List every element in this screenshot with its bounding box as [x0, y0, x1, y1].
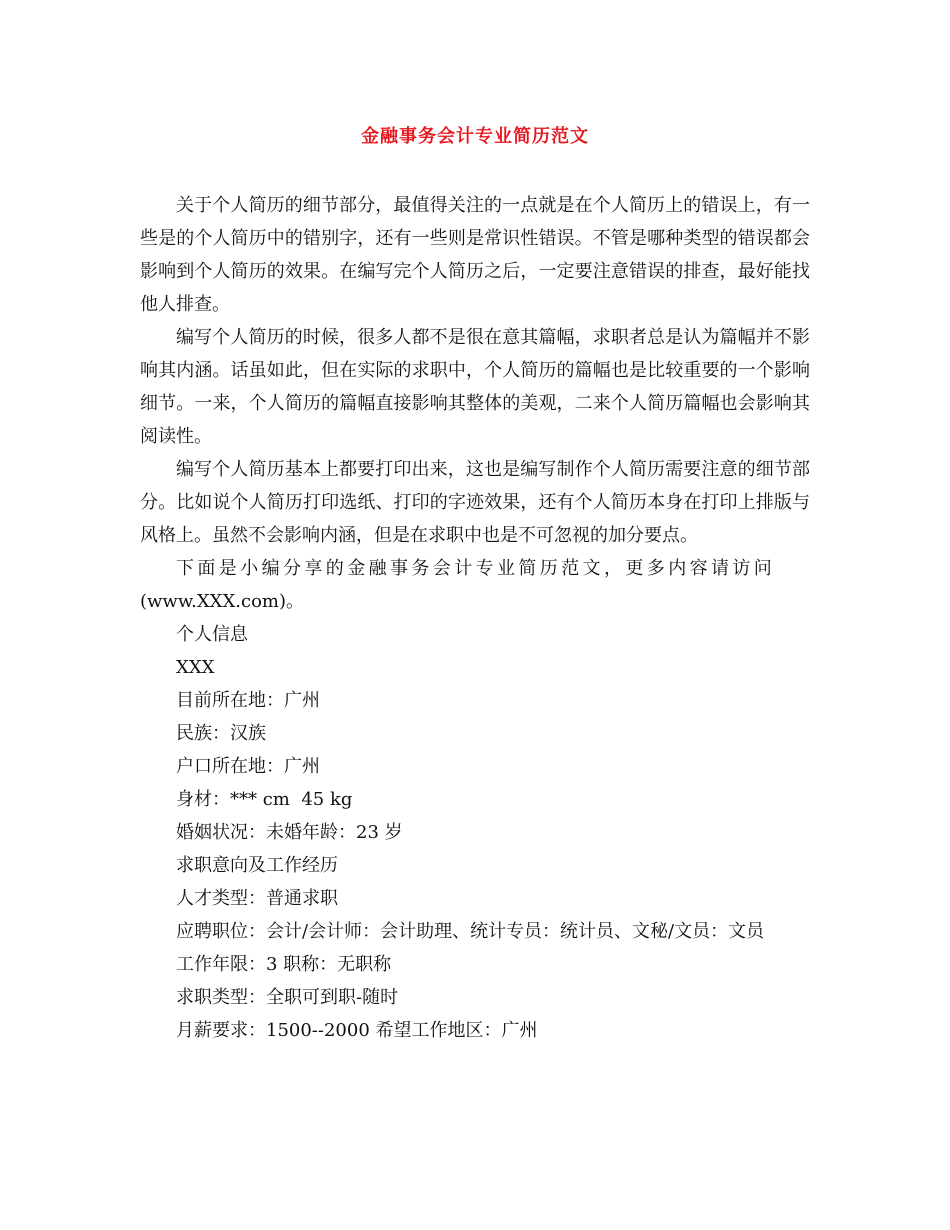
field-talent-type: 人才类型：普通求职	[176, 888, 338, 909]
paragraph-errors: 关于个人简历的细节部分，最值得关注的一点就是在个人简历上的错误上，有一些是的个人简历中的错别字，还有一些则是常识性错误。不管是哪种类型的错误都会影响到个人简历的效果。在编写完个人简历之后，一定要注意错误的排查，最好能找他人排查。	[140, 195, 810, 315]
field-salary-location: 月薪要求：1500--2000 希望工作地区：广州	[176, 1020, 538, 1041]
paragraph-length: 编写个人简历的时候，很多人都不是很在意其篇幅，求职者总是认为篇幅并不影响其内涵。话虽如此，但在实际的求职中，个人简历的篇幅也是比较重要的一个影响细节。一来，个人简历的篇幅直接影响其整体的美观，二来个人简历篇幅也会影响其阅读性。	[140, 327, 810, 447]
field-household-registration: 户口所在地：广州	[176, 756, 320, 777]
section-heading-job-intention: 求职意向及工作经历	[176, 855, 338, 876]
field-body-size: 身材：*** cm 45 kg	[176, 789, 353, 810]
field-job-type: 求职类型：全职可到职-随时	[176, 987, 399, 1008]
intro-line: 下面是小编分享的金融事务会计专业简历范文，更多内容请访问	[176, 558, 776, 579]
field-current-location: 目前所在地：广州	[176, 690, 320, 711]
document-title: 金融事务会计专业简历范文	[361, 126, 589, 147]
field-name: XXX	[176, 657, 215, 678]
field-work-years-title: 工作年限：3 职称：无职称	[176, 954, 392, 975]
field-ethnicity: 民族：汉族	[176, 723, 266, 744]
field-marital-age: 婚姻状况：未婚年龄：23 岁	[176, 822, 403, 843]
field-applied-position: 应聘职位：会计/会计师：会计助理、统计专员：统计员、文秘/文员：文员	[176, 921, 765, 942]
paragraph-printing: 编写个人简历基本上都要打印出来，这也是编写制作个人简历需要注意的细节部分。比如说个人简历打印选纸、打印的字迹效果，还有个人简历本身在打印上排版与风格上。虽然不会影响内涵，但是在求职中也是不可忽视的加分要点。	[140, 459, 810, 546]
intro-link-line: (www.XXX.com)。	[140, 591, 305, 612]
document-body	[140, 189, 810, 1047]
section-heading-personal-info: 个人信息	[176, 624, 248, 645]
